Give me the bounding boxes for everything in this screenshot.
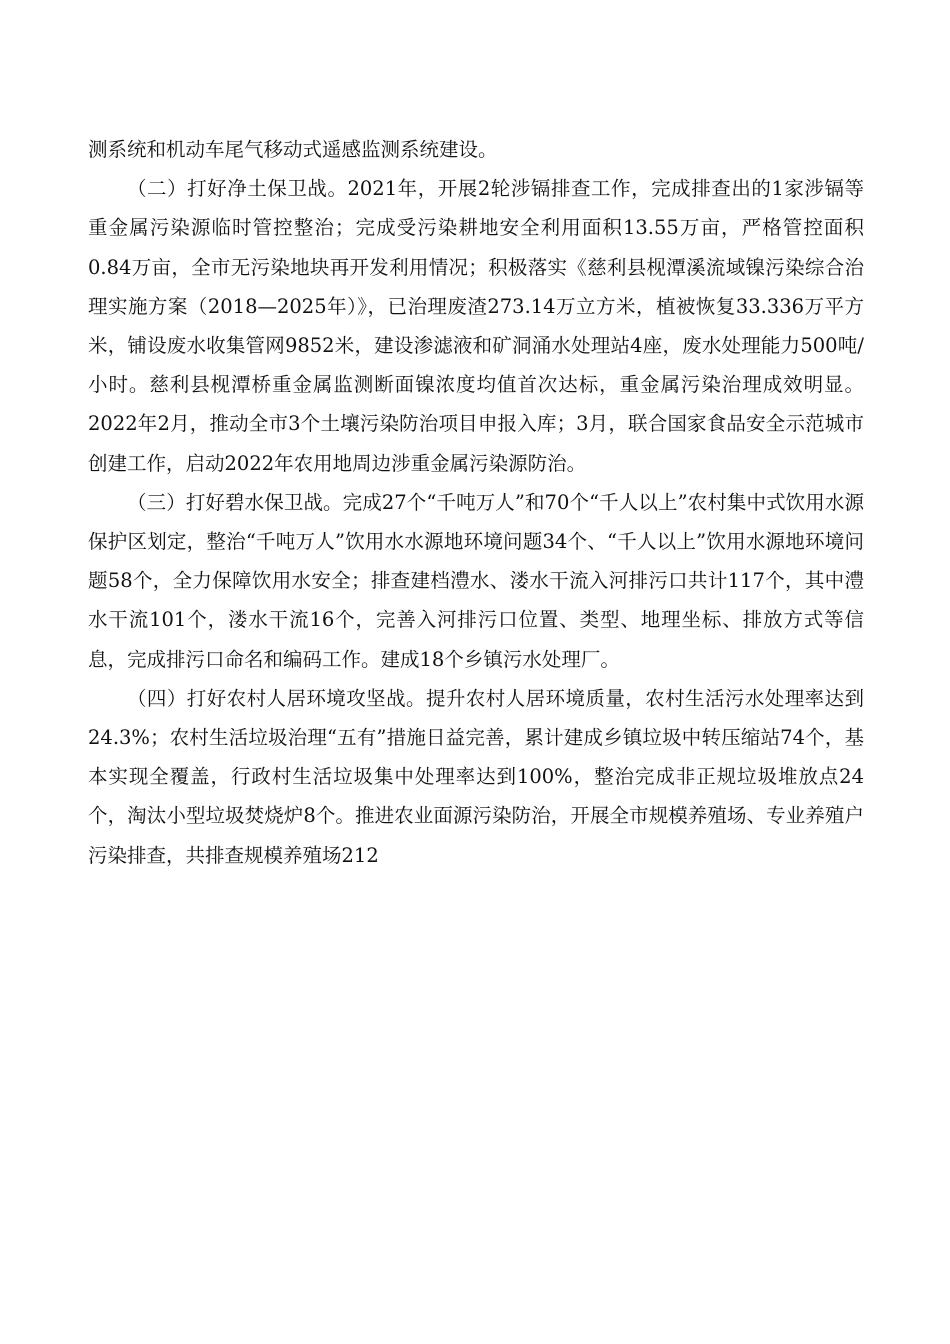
paragraph-4: （四）打好农村人居环境攻坚战。提升农村人居环境质量，农村生活污水处理率达到24.3%；农村生活垃圾治理“五有”措施日益完善，累计建成乡镇垃圾中转压缩站74个，基本实现全覆盖，行政村生活垃圾集中处理率达到100%，整治完成非正规垃圾堆放点24个，淘汰小型垃圾焚烧炉8个。推进农业面源污染防治，开展全市规模养殖场、专业养殖户污染排查，共排查规模养殖场212 — [88, 686, 864, 867]
paragraph-2: （二）打好净土保卫战。2021年，开展2轮涉镉排查工作，完成排查出的1家涉镉等重金属污染源临时管控整治；完成受污染耕地安全利用面积13.55万亩，严格管控面积0.84万亩，全市无污染地块再开发利用情况；积极落实《慈利县枧潭溪流域镍污染综合治理实施方案（2018—2025年）》，已治理废渣273.14万立方米，植被恢复33.336万平方米，铺设废水收集管网9852米，建设渗滤液和矿洞涌水处理站4座，废水处理能力500吨/小时。慈利县枧潭桥重金属监测断面镍浓度均值首次达标，重金属污染治理成效明显。2022年2月，推动全市3个土壤污染防治项目申报入库；3月，联合国家食品安全示范城市创建工作，启动2022年农用地周边涉重金属污染源防治。 — [88, 177, 864, 475]
paragraph-3: （三）打好碧水保卫战。完成27个“千吨万人”和70个“千人以上”农村集中式饮用水源保护区划定，整治“千吨万人”饮用水水源地环境问题34个、“千人以上”饮用水源地环境问题58个，全力保障饮用水安全；排查建档澧水、溇水干流入河排污口共计117个，其中澧水干流101个，溇水干流16个，完善入河排污口位置、类型、地理坐标、排放方式等信息，完成排污口命名和编码工作。建成18个乡镇污水处理厂。 — [88, 490, 864, 671]
body-text — [88, 130, 864, 875]
paragraph-1: 测系统和机动车尾气移动式遥感监测系统建设。 — [88, 138, 498, 161]
